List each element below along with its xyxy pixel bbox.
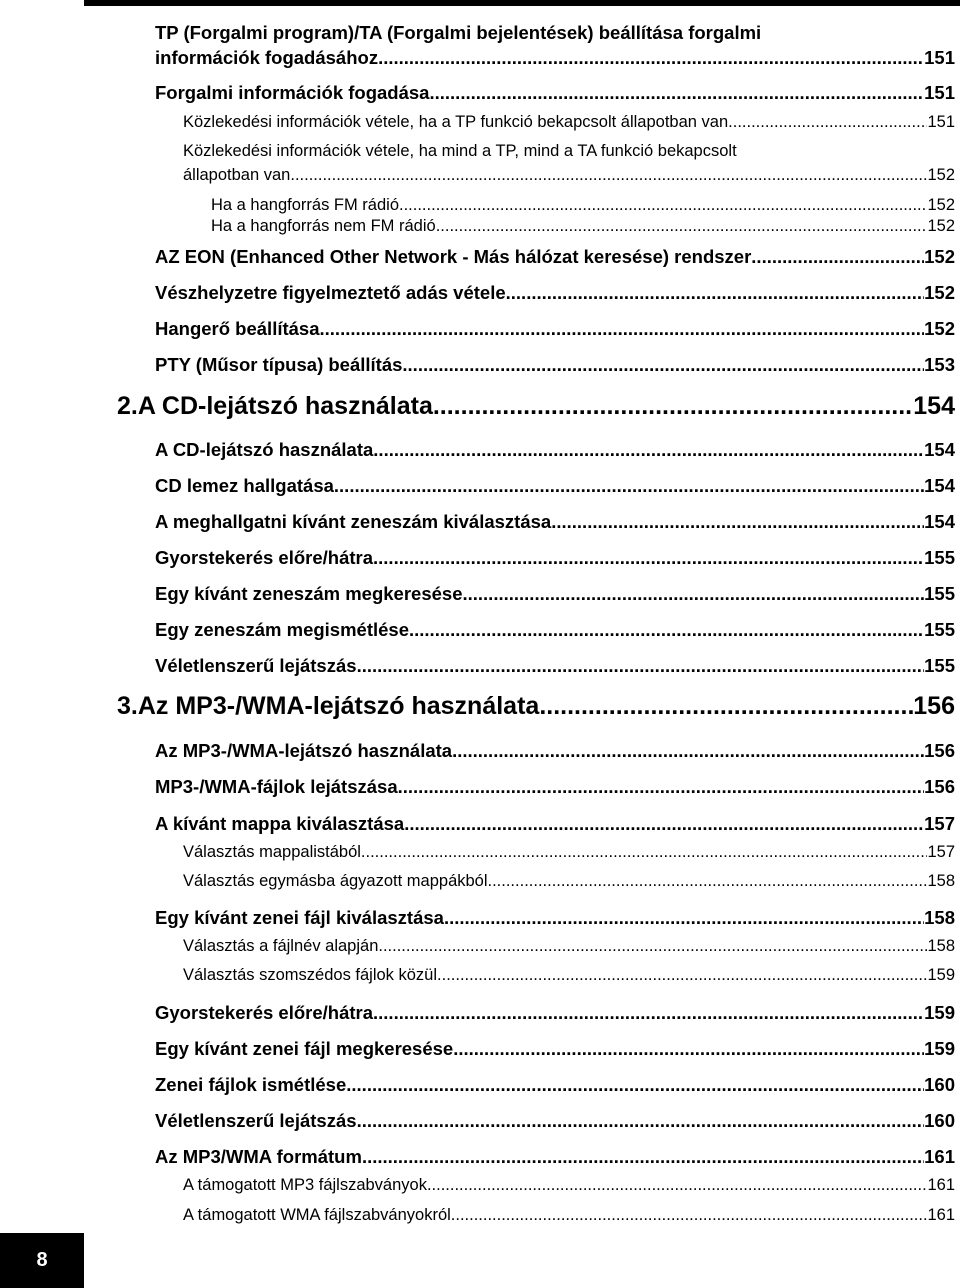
toc-entry-title: Egy kívánt zeneszám megkeresése (155, 583, 463, 604)
page-number: 8 (36, 1249, 48, 1271)
dot-leader (437, 966, 927, 985)
toc-entry-title: Egy kívánt zenei fájl kiválasztása (155, 907, 444, 928)
dot-leader (452, 740, 924, 762)
toc-entry-page: 153 (924, 354, 955, 375)
toc-entry[interactable] (183, 966, 955, 985)
toc-entry-title: Gyorstekerés előre/hátra (155, 547, 374, 568)
toc-entry-page: 154 (924, 511, 955, 532)
toc-entry-page: 155 (924, 619, 955, 640)
toc-entry-title: A kívánt mappa kiválasztása (155, 813, 405, 834)
toc-entry-title: Hangerő beállítása (155, 318, 320, 339)
toc-entry-title: Választás egymásba ágyazott mappákból (183, 872, 488, 890)
toc-entry-page: 154 (924, 475, 955, 496)
toc-chapter-number: 2. (117, 392, 138, 420)
dot-leader (539, 692, 913, 721)
toc-entry-page: 160 (924, 1074, 955, 1095)
toc-entry-title: TP (Forgalmi program)/TA (Forgalmi bejelentések) beállítása forgalmi (155, 22, 762, 43)
dot-leader (334, 475, 924, 497)
toc-entry-title: Az MP3/WMA formátum (155, 1146, 362, 1167)
toc-entry-title: Véletlenszerű lejátszás (155, 1110, 357, 1131)
toc-entry[interactable] (155, 82, 955, 104)
dot-leader (451, 1206, 928, 1225)
toc-entry-page: 152 (927, 196, 955, 214)
toc-entry-page: 152 (924, 246, 955, 267)
toc-entry-page: 152 (924, 282, 955, 303)
toc-entry-page: 156 (924, 740, 955, 761)
dot-leader (398, 776, 925, 798)
toc-entry[interactable] (183, 113, 955, 132)
toc-entry-title: MP3-/WMA-fájlok lejátszása (155, 776, 398, 797)
dot-leader (378, 937, 927, 956)
dot-leader (427, 1176, 928, 1195)
toc-entry-page: 152 (927, 217, 955, 235)
dot-leader (399, 196, 927, 215)
dot-leader (357, 1110, 925, 1132)
toc-entry-page: 151 (927, 113, 955, 131)
toc-entry-page: 161 (924, 1146, 955, 1167)
dot-leader (373, 439, 924, 461)
toc-chapter-title: Az MP3-/WMA-lejátszó használata (137, 692, 540, 720)
dot-leader (733, 113, 928, 132)
toc-entry-title: AZ EON (Enhanced Other Network - Más hálózat keresése) rendszer (155, 246, 752, 267)
toc-entry-page: 151 (924, 82, 955, 103)
toc-entry-title: A CD-lejátszó használata (155, 439, 374, 460)
toc-entry[interactable] (155, 907, 955, 929)
toc-entry[interactable] (155, 1038, 955, 1060)
toc-entry[interactable] (155, 475, 955, 497)
toc-entry-title: állapotban van. (183, 166, 295, 184)
dot-leader (751, 246, 924, 268)
toc-entry-title: Forgalmi információk fogadása (155, 82, 430, 103)
dot-leader (453, 1038, 924, 1060)
toc-entry-title: Ha a hangforrás FM rádió (211, 196, 400, 214)
dot-leader (402, 354, 924, 376)
dot-leader (346, 1074, 924, 1096)
toc-entry-page: 151 (924, 47, 955, 68)
toc-entry[interactable] (155, 655, 955, 677)
toc-entry[interactable] (155, 740, 955, 762)
toc-entry-title: információk fogadásához (155, 47, 379, 68)
toc-entry-page: 157 (927, 843, 955, 861)
toc-entry-page: 155 (924, 655, 955, 676)
toc-entry-page: 158 (924, 907, 955, 928)
toc-entry[interactable] (155, 547, 955, 569)
toc-entry-page: 159 (924, 1002, 955, 1023)
toc-entry-page: 158 (927, 872, 955, 890)
toc-entry-page: 159 (924, 1038, 955, 1059)
dot-leader (373, 547, 924, 569)
toc-entry-page: 157 (924, 813, 955, 834)
toc-entry-page: 152 (924, 318, 955, 339)
dot-leader (444, 907, 924, 929)
toc-entry-page: 155 (924, 547, 955, 568)
dot-leader (366, 843, 928, 862)
toc-entry-title: Gyorstekerés előre/hátra (155, 1002, 374, 1023)
toc-entry[interactable] (155, 776, 955, 798)
toc-entry[interactable] (183, 166, 955, 185)
dot-leader (295, 166, 928, 185)
dot-leader (320, 318, 925, 340)
dot-leader (357, 655, 925, 677)
toc-entry-page: 161 (927, 1206, 955, 1224)
toc-entry-title: A meghallgatni kívánt zeneszám kiválasztása (155, 511, 552, 532)
toc-entry-title: Ha a hangforrás nem FM rádió (211, 217, 436, 235)
toc-entry-title: CD lemez hallgatása (155, 475, 334, 496)
toc-entry[interactable] (155, 813, 955, 835)
toc-entry-title: Vészhelyzetre figyelmeztető adás vétele (155, 282, 506, 303)
dot-leader (462, 583, 924, 605)
toc-chapter[interactable] (117, 692, 955, 721)
toc-entry[interactable] (183, 843, 955, 862)
toc-entry-title: Zenei fájlok ismétlése (155, 1074, 347, 1095)
toc-entry[interactable] (155, 583, 955, 605)
toc-entry-page: 159 (927, 966, 955, 984)
toc-entry[interactable] (155, 439, 955, 461)
toc-chapter-number: 3. (117, 692, 138, 720)
toc-entry[interactable] (183, 1206, 955, 1225)
toc-chapter-page: 154 (913, 392, 955, 420)
dot-leader (409, 619, 924, 641)
toc-entry-title: A támogatott MP3 fájlszabványok (183, 1176, 427, 1194)
toc-entry-page: 161 (927, 1176, 955, 1194)
toc-entry[interactable] (183, 1176, 955, 1195)
toc-entry-title: Egy kívánt zenei fájl megkeresése (155, 1038, 454, 1059)
toc-entry[interactable] (155, 1074, 955, 1096)
toc-entry[interactable] (155, 246, 955, 268)
toc-entry[interactable] (155, 511, 955, 533)
toc-entry-page: 160 (924, 1110, 955, 1131)
toc-entry[interactable] (155, 1002, 955, 1024)
dot-leader (488, 872, 928, 891)
toc-entry[interactable] (155, 354, 955, 376)
dot-leader (378, 47, 924, 69)
toc-entry-page: 152 (927, 166, 955, 184)
toc-entry-title: Választás szomszédos fájlok közül (183, 966, 438, 984)
toc-entry-title: PTY (Műsor típusa) beállítás (155, 354, 403, 375)
dot-leader (433, 392, 913, 421)
toc-entry[interactable] (183, 872, 955, 891)
toc-entry-title: Közlekedési információk vétele, ha a TP funkció bekapcsolt állapotban van. (183, 113, 733, 131)
dot-leader (436, 217, 928, 236)
toc-entry-title: Választás a fájlnév alapján (183, 937, 379, 955)
toc-entry-page: 158 (927, 937, 955, 955)
dot-leader (551, 511, 924, 533)
toc-entry[interactable] (155, 1110, 955, 1132)
toc-entry[interactable] (155, 282, 955, 304)
toc-chapter-page: 156 (913, 692, 955, 720)
dot-leader (362, 1146, 924, 1168)
toc-entry-title: Az MP3-/WMA-lejátszó használata (155, 740, 453, 761)
toc-entry-page: 154 (924, 439, 955, 460)
toc-chapter-title: A CD-lejátszó használata (137, 392, 433, 420)
toc-entry-title: Véletlenszerű lejátszás (155, 655, 357, 676)
toc-entry-title: Választás mappalistából. (183, 843, 366, 861)
dot-leader (506, 282, 924, 304)
toc-entry[interactable] (155, 318, 955, 340)
dot-leader (404, 813, 924, 835)
page-number-tab (0, 1233, 84, 1288)
toc-entry-page: 156 (924, 776, 955, 797)
toc-entry[interactable] (155, 1146, 955, 1168)
toc-entry[interactable] (211, 217, 955, 236)
toc-entry-title: Közlekedési információk vétele, ha mind a TP, mind a TA funkció bekapcsolt (183, 142, 737, 160)
toc-entry-title: A támogatott WMA fájlszabványokról (183, 1206, 451, 1224)
dot-leader (373, 1002, 924, 1024)
toc-entry[interactable] (155, 47, 955, 69)
toc-chapter[interactable] (117, 392, 955, 421)
toc-entry-title: Egy zeneszám megismétlése (155, 619, 409, 640)
toc-entry[interactable] (211, 196, 955, 215)
toc-entry[interactable] (183, 937, 955, 956)
dot-leader (429, 82, 924, 104)
toc-entry[interactable] (155, 619, 955, 641)
toc-entry-page: 155 (924, 583, 955, 604)
